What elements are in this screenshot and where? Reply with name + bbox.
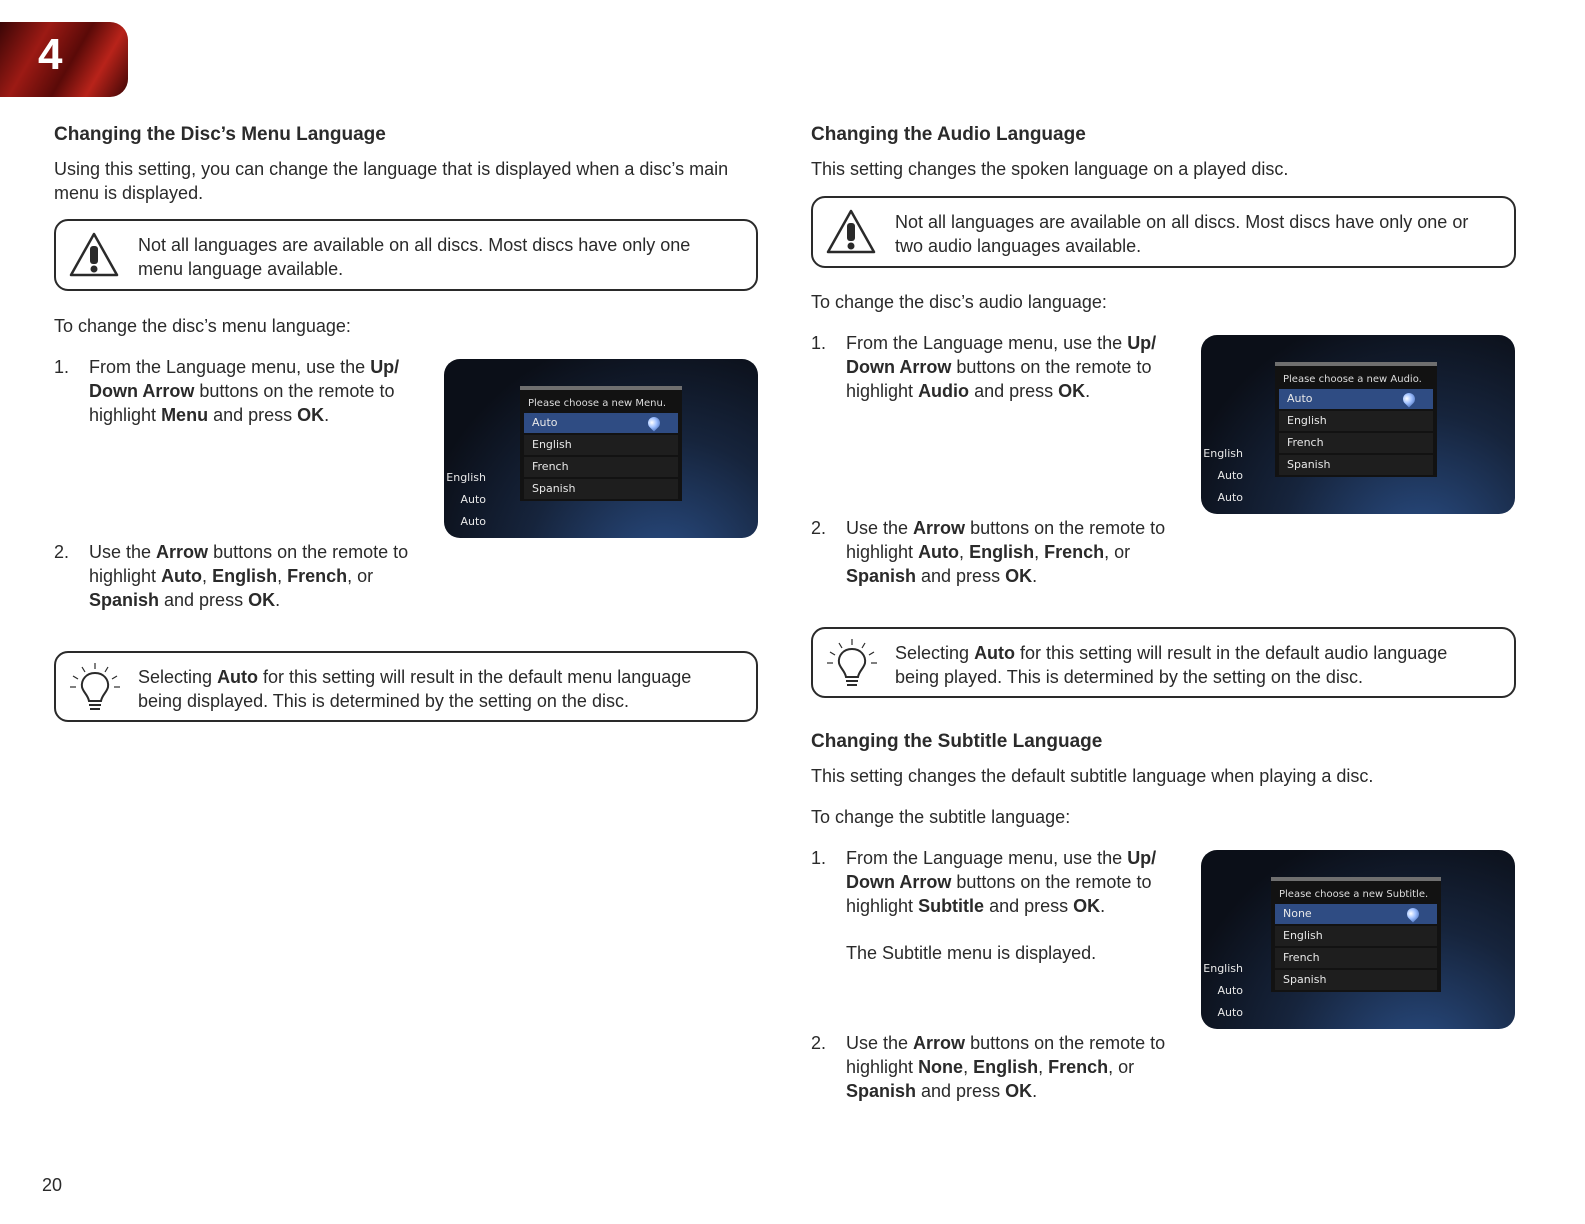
step-key: Audio	[918, 381, 970, 401]
step-text-part: .	[1100, 896, 1106, 916]
step-text-part: Use the	[89, 542, 157, 562]
selection-gem-icon	[1401, 391, 1418, 408]
step-text-part: and press	[159, 590, 249, 610]
lightbulb-icon	[68, 661, 122, 720]
warning-text: Not all languages are available on all discs. Most discs have only one or two audio languages available.	[895, 212, 1469, 256]
step-text-part: ,	[963, 1057, 974, 1077]
step-key: Arrow	[913, 518, 966, 538]
subtitle-step-note: The Subtitle menu is displayed.	[846, 943, 1097, 963]
tip-notice	[811, 627, 1516, 698]
step-key: None	[918, 1057, 964, 1077]
step-key: Spanish	[846, 566, 917, 586]
osd-menu-item	[1279, 389, 1433, 409]
warning-notice	[811, 196, 1516, 268]
step-text-part: , or	[1104, 542, 1131, 562]
warning-notice	[54, 219, 758, 291]
step-key: English	[969, 542, 1035, 562]
step-number: 2.	[811, 1033, 827, 1053]
audio-language-heading: Changing the Audio Language	[811, 124, 1086, 145]
osd-menu	[1275, 362, 1437, 477]
step-text-part: Use the	[846, 1033, 914, 1053]
step-text-part: buttons on the remote to highlight	[89, 542, 409, 586]
step-text-part: and press	[208, 405, 298, 425]
osd-menu-item: French	[1275, 948, 1437, 968]
step-text-part: and press	[916, 1081, 1006, 1101]
chapter-number: 4	[38, 30, 63, 79]
menu-language-intro: Using this setting, you can change the language that is displayed when a disc’s main menu is displayed.	[54, 159, 729, 203]
step-key: OK	[1005, 1081, 1033, 1101]
step-key: French	[1048, 1057, 1109, 1077]
step-text	[846, 1031, 1191, 1103]
step-text-part: and press	[916, 566, 1006, 586]
lightbulb-icon	[825, 637, 879, 696]
step-key: French	[287, 566, 348, 586]
menu-language-heading: Changing the Disc’s Menu Language	[54, 124, 386, 145]
osd-menu-item: English	[1279, 411, 1433, 431]
step-text-part: buttons on the remote to highlight	[846, 1033, 1166, 1077]
side-value: Auto	[1217, 984, 1243, 997]
page-number: 20	[42, 1175, 63, 1195]
step-key: French	[1044, 542, 1105, 562]
subtitle-language-lead: To change the subtitle language:	[811, 807, 1071, 827]
step-text-part: .	[1085, 381, 1091, 401]
step-key: Spanish	[846, 1081, 917, 1101]
osd-menu-item: Spanish	[524, 479, 678, 499]
osd-menu-title: Please choose a new Audio.	[1283, 374, 1422, 385]
tip-text-part: for this setting will result in the default menu language being displayed. This is determined by the setting on the disc.	[138, 667, 692, 711]
osd-menu-item: Spanish	[1275, 970, 1437, 990]
step-key: Auto	[161, 566, 203, 586]
step-text	[89, 540, 434, 612]
step-text-part: ,	[959, 542, 970, 562]
audio-language-screenshot	[1201, 335, 1515, 514]
step-text	[846, 516, 1191, 588]
step-number: 1.	[811, 848, 827, 868]
tip-key: Auto	[217, 667, 259, 687]
step-text-part: .	[324, 405, 330, 425]
step-key: Subtitle	[918, 896, 985, 916]
step-number: 1.	[54, 357, 70, 377]
osd-menu-item: French	[524, 457, 678, 477]
step-number: 2.	[811, 518, 827, 538]
step-text-part: From the Language menu, use the	[89, 357, 371, 377]
step-text-part: ,	[1034, 542, 1045, 562]
step-text-part: Use the	[846, 518, 914, 538]
osd-menu-item-label: Auto	[532, 416, 558, 429]
side-value: English	[446, 471, 486, 484]
step-key: Arrow	[156, 542, 209, 562]
tip-text-part: for this setting will result in the default audio language being played. This is determined by the setting on the disc.	[895, 643, 1448, 687]
step-key: OK	[1005, 566, 1033, 586]
step-text-part: buttons on the remote to highlight	[846, 357, 1152, 401]
step-text-part: ,	[277, 566, 288, 586]
osd-menu-item	[524, 413, 678, 433]
step-text-part: buttons on the remote to highlight	[89, 381, 395, 425]
warning-icon	[825, 208, 877, 261]
side-value: English	[1203, 447, 1243, 460]
osd-menu-item: English	[524, 435, 678, 455]
tip-text-part: Selecting	[895, 643, 975, 663]
step-key: OK	[1058, 381, 1086, 401]
step-text-part: , or	[347, 566, 374, 586]
step-key: OK	[248, 590, 276, 610]
menu-language-lead: To change the disc’s menu language:	[54, 316, 351, 336]
step-text-part: and press	[969, 381, 1059, 401]
tip-notice	[54, 651, 758, 722]
step-text-part: , or	[1108, 1057, 1135, 1077]
step-text	[846, 331, 1196, 403]
step-key: OK	[1073, 896, 1101, 916]
step-key: Up/ Down Arrow	[846, 333, 1157, 377]
step-key: Up/ Down Arrow	[846, 848, 1157, 892]
side-values	[1203, 958, 1243, 1024]
step-number: 2.	[54, 542, 70, 562]
audio-language-lead: To change the disc’s audio language:	[811, 292, 1107, 312]
step-text-part: .	[275, 590, 281, 610]
step-text-part: .	[1032, 566, 1038, 586]
step-text-part: buttons on the remote to highlight	[846, 518, 1166, 562]
osd-menu-title: Please choose a new Menu.	[528, 398, 667, 409]
tip-text	[138, 665, 738, 713]
osd-menu-item-label: None	[1283, 907, 1312, 920]
step-text-part: From the Language menu, use the	[846, 848, 1128, 868]
step-text-part: and press	[984, 896, 1074, 916]
subtitle-language-screenshot	[1201, 850, 1515, 1029]
step-text-part: From the Language menu, use the	[846, 333, 1128, 353]
side-value: Auto	[460, 515, 486, 528]
step-text-part: .	[1032, 1081, 1038, 1101]
step-text-part: ,	[1038, 1057, 1049, 1077]
audio-language-intro: This setting changes the spoken language on a played disc.	[811, 159, 1289, 179]
side-values	[446, 467, 486, 533]
step-key: Arrow	[913, 1033, 966, 1053]
step-key: Auto	[918, 542, 960, 562]
chapter-tab	[0, 22, 128, 97]
selection-gem-icon	[1405, 906, 1422, 923]
osd-menu	[520, 386, 682, 501]
menu-language-screenshot	[444, 359, 758, 538]
side-values	[1203, 443, 1243, 509]
warning-icon	[68, 231, 120, 284]
osd-menu-title: Please choose a new Subtitle.	[1279, 889, 1429, 900]
tip-text-part: Selecting	[138, 667, 218, 687]
osd-menu-item: French	[1279, 433, 1433, 453]
osd-menu-item	[1275, 904, 1437, 924]
side-value: Auto	[1217, 1006, 1243, 1019]
osd-menu-item: Spanish	[1279, 455, 1433, 475]
tip-text	[895, 641, 1496, 689]
step-text	[89, 355, 439, 427]
warning-text: Not all languages are available on all discs. Most discs have only one menu language available.	[138, 235, 691, 279]
subtitle-language-intro: This setting changes the default subtitle language when playing a disc.	[811, 766, 1374, 786]
osd-menu-item: English	[1275, 926, 1437, 946]
step-key: English	[212, 566, 278, 586]
step-key: Spanish	[89, 590, 160, 610]
step-key: OK	[297, 405, 325, 425]
step-key: English	[973, 1057, 1039, 1077]
tip-key: Auto	[974, 643, 1016, 663]
step-text	[846, 846, 1196, 918]
step-text-part: ,	[202, 566, 213, 586]
step-number: 1.	[811, 333, 827, 353]
side-value: Auto	[460, 493, 486, 506]
osd-menu-item-label: Auto	[1287, 392, 1313, 405]
subtitle-language-heading: Changing the Subtitle Language	[811, 731, 1103, 752]
step-text-part: buttons on the remote to highlight	[846, 872, 1152, 916]
step-key: Menu	[161, 405, 209, 425]
side-value: English	[1203, 962, 1243, 975]
osd-menu	[1271, 877, 1441, 992]
step-key: Up/ Down Arrow	[89, 357, 400, 401]
side-value: Auto	[1217, 491, 1243, 504]
side-value: Auto	[1217, 469, 1243, 482]
selection-gem-icon	[646, 415, 663, 432]
